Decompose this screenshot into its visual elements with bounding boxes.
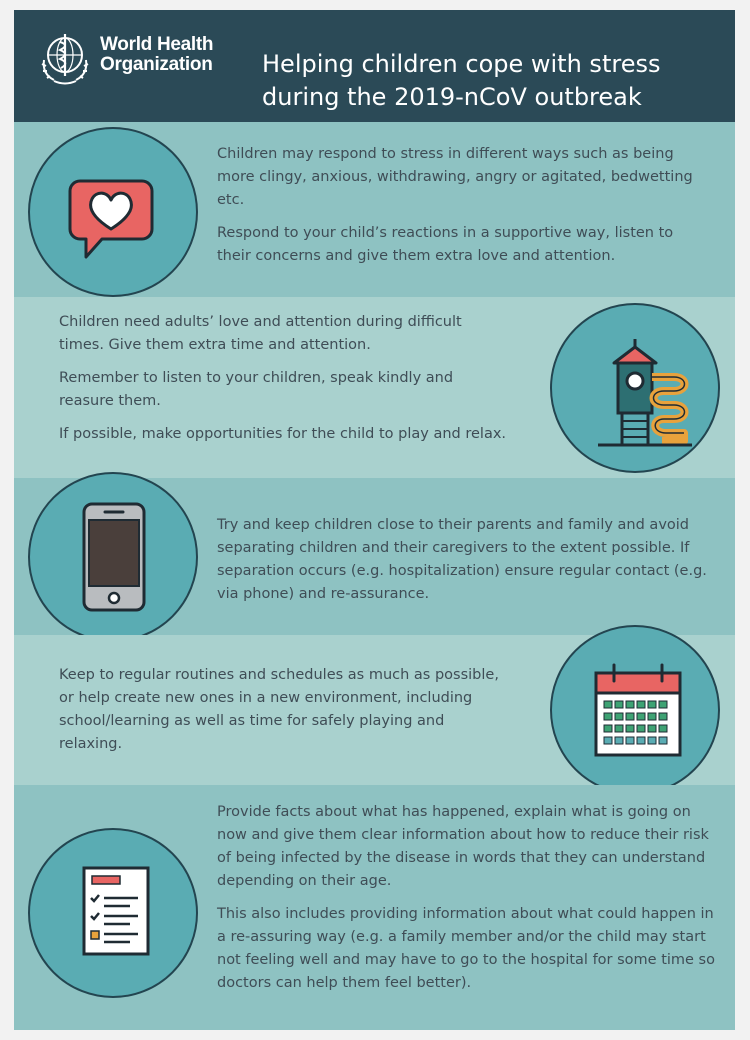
section-paragraph: Try and keep children close to their parents and family and avoid separating children and their caregivers to the extent possible. If separation occurs (e.g. hospitalization) ensure regular contact (e.g. via phone) and re-assurance. bbox=[217, 517, 707, 602]
checklist-document-icon bbox=[30, 830, 196, 996]
icon-circle bbox=[28, 127, 198, 297]
section-stress-responses bbox=[14, 122, 735, 297]
who-emblem-icon bbox=[36, 30, 94, 88]
who-logo-text bbox=[100, 35, 213, 75]
icon-circle bbox=[550, 303, 720, 473]
icon-circle bbox=[28, 828, 198, 998]
calendar-icon bbox=[552, 627, 718, 793]
header-banner bbox=[14, 10, 735, 122]
section-routines bbox=[14, 635, 735, 785]
section-love-attention bbox=[14, 297, 735, 478]
title-line2: during the 2019-nCoV outbreak bbox=[262, 83, 642, 112]
section-paragraph: Keep to regular routines and schedules as much as possible, or help create new ones in a new environment, including school/learning as well as time for safely playing and relaxing. bbox=[59, 667, 499, 752]
section-paragraph: Respond to your child’s reactions in a supportive way, listen to their concerns and give them extra love and attention. bbox=[217, 225, 674, 264]
section-paragraph: This also includes providing information about what could happen in a re-assuring way (e.g. a family member and/or the child may start not feeling well and may have to go to the hospital for some time so doctors can help them feel better). bbox=[217, 906, 715, 991]
icon-circle bbox=[550, 625, 720, 795]
mobile-phone-icon bbox=[30, 474, 196, 640]
playground-slide-icon bbox=[552, 305, 718, 471]
org-name-line1: World Health bbox=[100, 34, 214, 55]
section-paragraph: Children need adults’ love and attention during difficult times. Give them extra time and attention. bbox=[59, 314, 462, 353]
section-provide-facts bbox=[14, 785, 735, 1030]
section-paragraph: Remember to listen to your children, speak kindly and reasure them. bbox=[59, 370, 454, 409]
section-paragraph: Provide facts about what has happened, explain what is going on now and give them clear information about how to reduce their risk of being infected by the disease in words that they can understand depending on their age. bbox=[217, 804, 709, 889]
heart-speech-bubble-icon bbox=[30, 129, 196, 295]
section-keep-close bbox=[14, 478, 735, 635]
infographic-poster bbox=[14, 10, 735, 1030]
section-paragraph: Children may respond to stress in different ways such as being more clingy, anxious, withdrawing, angry or agitated, bedwetting etc. bbox=[217, 146, 693, 208]
section-paragraph: If possible, make opportunities for the child to play and relax. bbox=[59, 426, 507, 442]
page-title bbox=[262, 48, 722, 114]
org-name-line2: Organization bbox=[100, 54, 213, 75]
icon-circle bbox=[28, 472, 198, 642]
title-line1: Helping children cope with stress bbox=[262, 50, 661, 79]
